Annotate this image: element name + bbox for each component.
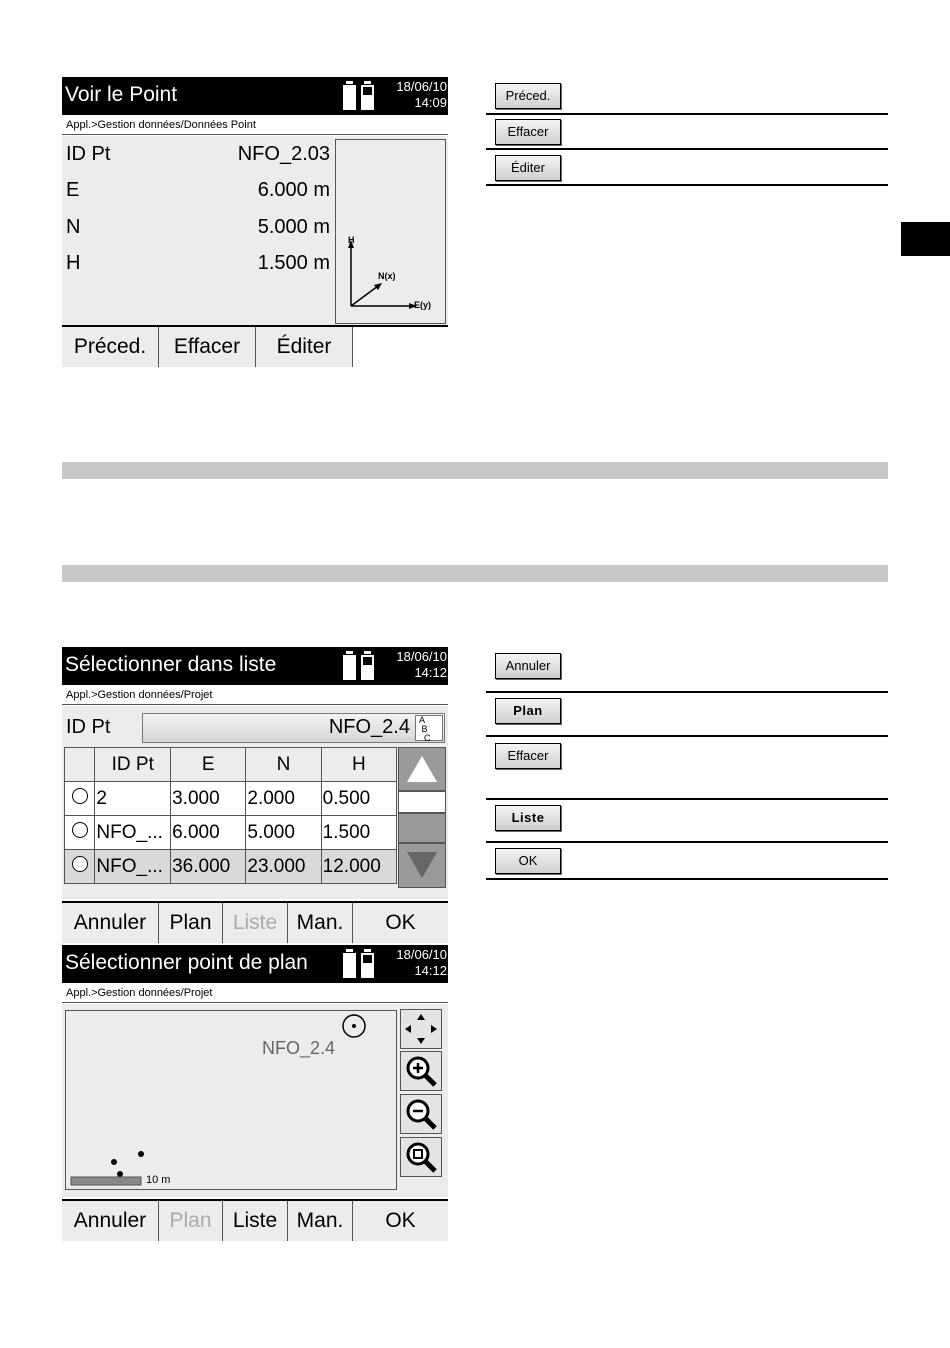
cell-n: 5.000 [246,816,321,850]
title-bar [62,945,448,983]
header-h[interactable]: H [321,748,396,782]
move-arrows-icon [401,1010,441,1048]
man-button[interactable]: Man. [288,1201,353,1241]
cell-h: 0.500 [321,782,396,816]
radio-icon [72,856,88,872]
plan-points [66,1011,396,1189]
liste-button: Liste [223,903,288,943]
coordinate-axes-icon [336,140,447,325]
cell-n: 2.000 [246,782,321,816]
man-button[interactable]: Man. [288,903,353,943]
zoom-in-button[interactable] [400,1051,442,1091]
legend-precedent-button: Préced. [495,83,561,109]
zoom-out-button[interactable] [400,1094,442,1134]
annuler-button[interactable]: Annuler [62,1201,159,1241]
id-label: ID Pt [66,716,111,738]
screen-selectionner-liste [62,647,448,941]
editer-button[interactable]: Éditer [256,327,353,367]
screen-title: Sélectionner dans liste [65,653,277,676]
scroll-up-button[interactable] [398,747,446,791]
table-row[interactable] [65,816,397,850]
point-label: NFO_2.4 [262,1038,336,1058]
cell-h: 12.000 [321,850,396,884]
table-header [65,748,397,782]
list-body [62,706,448,899]
row-radio[interactable] [65,816,95,850]
scrollbar[interactable] [398,747,446,888]
id-input-value: NFO_2.4 [328,716,410,738]
id-input[interactable] [142,713,445,743]
pan-button[interactable] [400,1009,442,1049]
screen-title: Sélectionner point de plan [65,951,308,974]
axis-label-n: N(x) [378,271,396,281]
time-text: 14:09 [414,95,447,110]
legend-row [486,843,888,880]
field-value-e: 6.000 m [257,179,330,201]
legend-effacer-button: Effacer [495,743,561,769]
header-select [65,748,95,782]
softkey-bar [62,325,448,367]
section-divider [62,462,888,479]
datetime [396,649,447,681]
ok-button[interactable]: OK [385,911,416,934]
legend-liste-button: Liste [495,805,561,831]
field-value-h: 1.500 m [257,252,330,274]
screen-selectionner-plan [62,945,448,1239]
points-table [64,747,397,884]
effacer-button[interactable]: Effacer [159,327,256,367]
cell-id: NFO_... [95,816,171,850]
ok-button[interactable]: OK [385,1209,416,1232]
table-row[interactable] [65,782,397,816]
datetime [396,79,447,111]
zoom-out-icon [401,1095,441,1133]
time-text: 14:12 [414,665,447,680]
softkey-bar [62,1199,448,1241]
plan-body [62,1004,448,1197]
legend-plan-button: Plan [495,698,561,724]
scroll-thumb[interactable] [398,813,446,843]
liste-button[interactable]: Liste [223,1201,288,1241]
row-radio[interactable] [65,850,95,884]
legend-ok-button: OK [495,848,561,874]
cell-h: 1.500 [321,816,396,850]
softkey-bar [62,901,448,943]
scroll-track[interactable] [398,791,446,813]
screen-title: Voir le Point [65,83,178,106]
cell-e: 6.000 [171,816,246,850]
annuler-button[interactable]: Annuler [62,903,159,943]
legend-row [486,650,888,693]
field-label-n: N [66,216,81,238]
field-label-id: ID Pt [66,143,111,165]
title-bar [62,647,448,685]
breadcrumb: Appl.>Gestion données/Projet [62,685,448,705]
legend-annuler-button: Annuler [495,653,561,679]
row-radio[interactable] [65,782,95,816]
field-label-e: E [66,179,80,201]
arrow-down-icon [399,844,445,887]
header-e[interactable]: E [171,748,246,782]
field-value-id: NFO_2.03 [237,143,330,165]
header-id[interactable]: ID Pt [95,748,171,782]
table-row[interactable] [65,850,397,884]
axis-label-h: H [348,235,355,245]
header-n[interactable]: N [246,748,321,782]
cell-n: 23.000 [246,850,321,884]
empty-softkey [353,327,448,367]
radio-icon [72,788,88,804]
datetime [396,947,447,979]
axis-label-e: E(y) [414,300,432,310]
date-text: 18/06/10 [396,947,447,962]
legend-row [486,150,888,186]
legend-row [486,115,888,150]
date-text: 18/06/10 [396,79,447,94]
legend-row [486,800,888,843]
zoom-extent-icon [401,1138,441,1176]
legend-row [486,693,888,737]
precedent-button[interactable]: Préced. [62,327,159,367]
legend-row [486,80,888,115]
cell-e: 3.000 [171,782,246,816]
title-bar [62,77,448,115]
legend-effacer-button: Effacer [495,119,561,145]
field-value-n: 5.000 m [257,216,330,238]
arrow-up-icon [399,748,445,790]
section-divider [62,565,888,582]
screen-voir-le-point [62,77,448,367]
time-text: 14:12 [414,963,447,978]
battery-icon [343,651,375,681]
cell-e: 36.000 [171,850,246,884]
legend-editer-button: Éditer [495,155,561,181]
date-text: 18/06/10 [396,649,447,664]
legend-row [486,737,888,800]
plan-canvas[interactable] [65,1010,397,1190]
battery-icon [343,81,375,111]
abc-keyboard-icon[interactable]: A B C [415,715,443,741]
zoom-in-icon [401,1052,441,1090]
cell-id: NFO_... [95,850,171,884]
plan-button: Plan [159,1201,223,1241]
breadcrumb: Appl.>Gestion données/Projet [62,983,448,1003]
point-details [62,136,448,326]
breadcrumb: Appl.>Gestion données/Données Point [62,115,448,135]
axes-diagram [335,139,446,324]
battery-icon [343,949,375,979]
zoom-all-button[interactable] [400,1137,442,1177]
page-edge-tab [901,222,950,256]
scale-label: 10 m [146,1174,171,1186]
plan-button[interactable]: Plan [159,903,223,943]
radio-icon [72,822,88,838]
field-label-h: H [66,252,81,274]
cell-id: 2 [95,782,171,816]
scroll-down-button[interactable] [398,843,446,888]
